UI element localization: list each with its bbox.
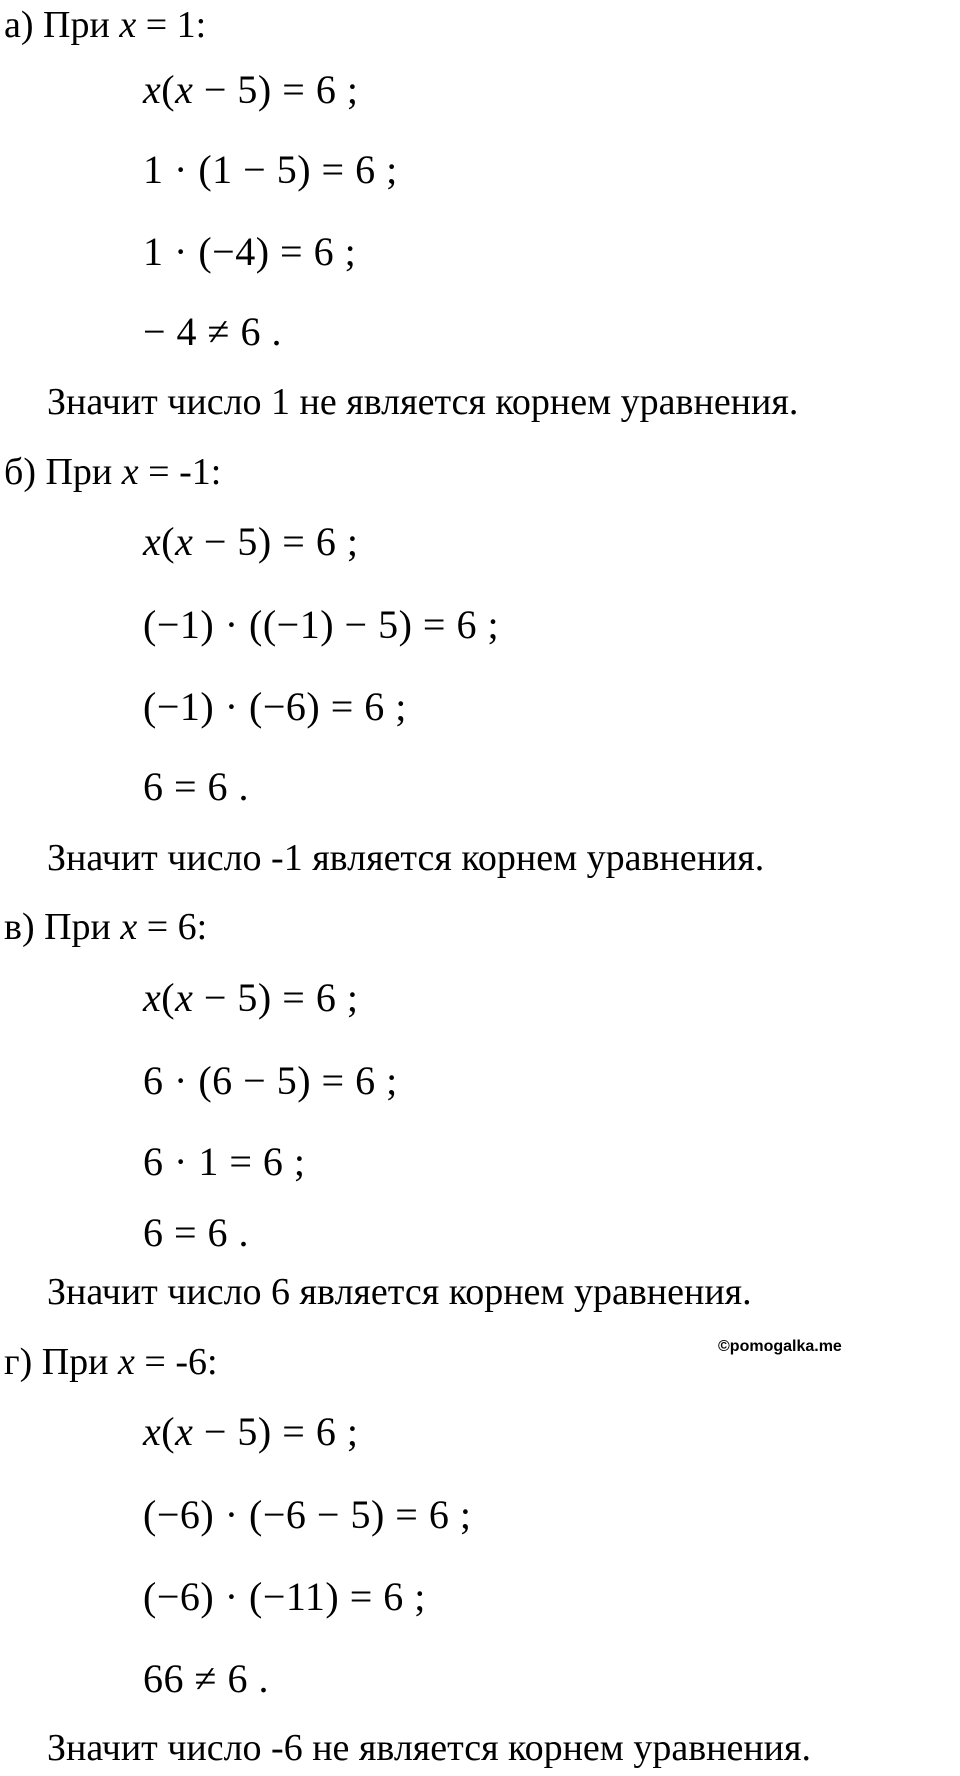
part-c-step-3: 6 · 1 = 6 ; [143, 1139, 306, 1184]
part-a-step-4: − 4 ≠ 6 . [143, 309, 283, 354]
part-b-variable: x [121, 451, 139, 493]
part-b-label: б) При [4, 451, 113, 493]
part-a-heading [4, 6, 206, 44]
part-a-conclusion: Значит число 1 не является корнем уравнения. [47, 381, 799, 423]
part-b-step-2: (−1) · ((−1) − 5) = 6 ; [143, 602, 500, 647]
part-b-conclusion: Значит число -1 является корнем уравнения. [47, 837, 765, 879]
part-a-label: а) При [4, 4, 110, 46]
part-a-variable: x [119, 4, 137, 46]
part-c-heading [4, 908, 207, 946]
part-d-step-2: (−6) · (−6 − 5) = 6 ; [143, 1492, 472, 1537]
part-d-step-4: 66 ≠ 6 . [143, 1656, 269, 1701]
part-c-variable: x [120, 906, 138, 948]
part-a-step-3: 1 · (−4) = 6 ; [143, 229, 357, 274]
part-d-conclusion: Значит число -6 не является корнем уравнения. [47, 1727, 811, 1769]
watermark: ©pomogalka.me [718, 1338, 842, 1355]
part-c-step-4: 6 = 6 . [143, 1210, 250, 1255]
part-c-value: = 6: [137, 906, 208, 948]
part-d-value: = -6: [134, 1341, 218, 1383]
part-c-label: в) При [4, 906, 111, 948]
part-a-step-1: x(x − 5) = 6 ; [143, 67, 359, 112]
part-c-step-1: x(x − 5) = 6 ; [143, 975, 359, 1020]
part-b-step-3: (−1) · (−6) = 6 ; [143, 684, 407, 729]
part-c-conclusion: Значит число 6 является корнем уравнения. [47, 1271, 752, 1313]
part-b-step-1: x(x − 5) = 6 ; [143, 519, 359, 564]
part-d-heading [4, 1343, 218, 1381]
part-c-step-2: 6 · (6 − 5) = 6 ; [143, 1058, 398, 1103]
part-b-step-4: 6 = 6 . [143, 764, 250, 809]
part-a-step-2: 1 · (1 − 5) = 6 ; [143, 147, 398, 192]
part-a-value: = 1: [136, 4, 207, 46]
part-b-value: = -1: [138, 451, 222, 493]
part-d-step-1: x(x − 5) = 6 ; [143, 1409, 359, 1454]
part-d-variable: x [118, 1341, 135, 1383]
part-d-step-3: (−6) · (−11) = 6 ; [143, 1574, 426, 1619]
part-d-label: г) При [4, 1341, 109, 1383]
part-b-heading [4, 453, 221, 491]
